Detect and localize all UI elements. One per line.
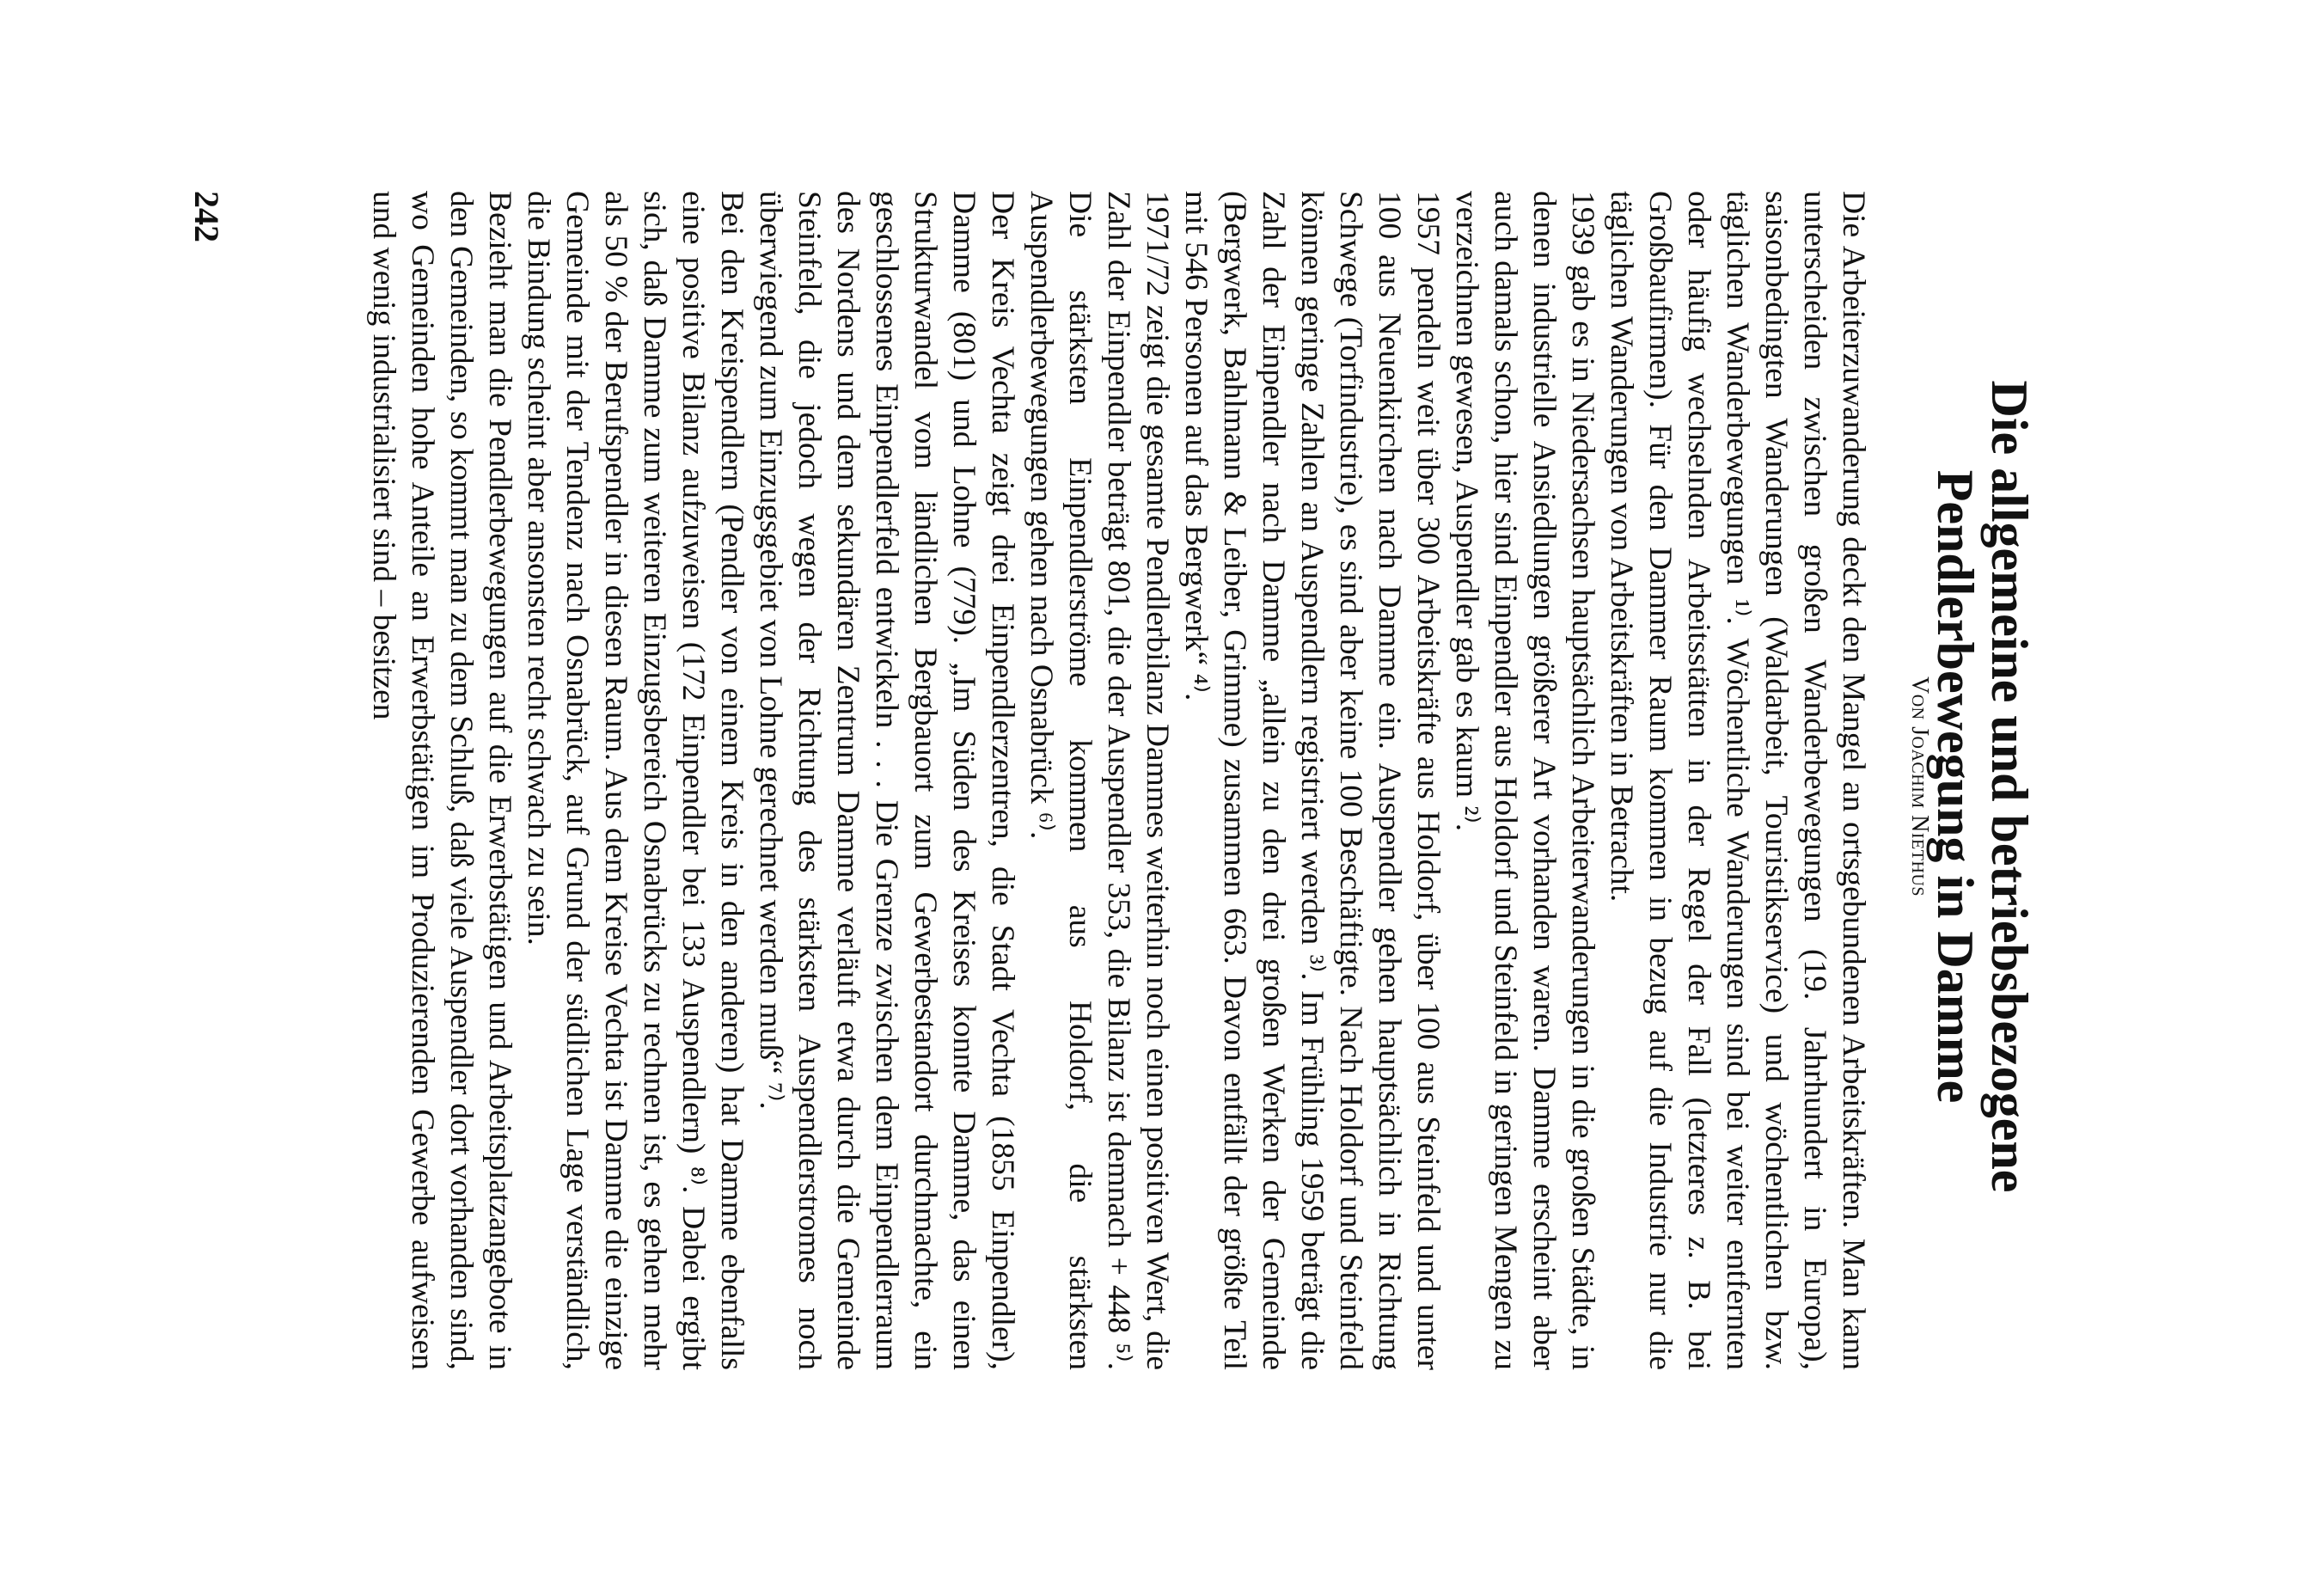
title-line-2: Pendlerbewegung in Damme — [1927, 469, 1984, 1104]
article-body — [364, 191, 1873, 1370]
paragraph-7: Bezieht man die Pendlerbewegungen auf die Erwerbstätigen und Arbeitsplatzangebote in den Gemeinden, so kommt man zu dem Schluß, daß viele Auspendler dort vorhanden sind, wo Gemeinden hohe Anteile an Erwerbstätigen im Produzierenden Gewerbe aufweisen und wenig industrialisiert sind – besitzen — [366, 191, 517, 1370]
page-number: 242 — [187, 191, 226, 242]
article-title — [1928, 0, 2036, 1573]
paragraph-1: Die Arbeiterzuwanderung deckt den Mangel an ortsgebundenen Arbeitskräften. Man kann unterscheiden zwischen großen Wanderbewegungen (19. Jahrhundert in Europa), saisonbedingten Wanderungen (Waldarbeit, Touristikservice) und wöchentlichen bzw. täglichen Wanderbewegungen ¹⁾. Wöchentliche Wanderungen sind bei weiter entfernten oder häufig wechselnden Arbeitsstätten in der Regel der Fall (letzteres z. B. bei Großbaufirmen). Für den Dammer Raum kommen in bezug auf die Industrie nur die täglichen Wanderungen von Arbeitskräften in Betracht. — [1604, 191, 1871, 1370]
paragraph-6: Bei den Kreispendlern (Pendler von einem Kreis in den anderen) hat Damme ebenfalls eine positive Bilanz aufzuweisen (172 Einpendler bei 133 Auspendlern) ⁸⁾. Dabei ergibt sich, daß Damme zum weiteren Einzugsbereich Osnabrücks zu rechnen ist, es gehen mehr als 50 % der Berufspendler in diesen Raum. Aus dem Kreise Vechta ist Damme die einzige Gemeinde mit der Tendenz nach Osnabrück, auf Grund der südlichen Lage verständlich, die Bindung scheint aber ansonsten recht schwach zu sein. — [521, 191, 749, 1370]
paragraph-2: 1939 gab es in Niedersachsen hauptsächlich Arbeiterwanderungen in die großen Städte, in denen industrielle Ansiedlungen größerer Art vorhanden waren. Damme erscheint aber auch damals schon, hier sind Einpendler aus Holdorf und Steinfeld in geringen Mengen zu verzeichnen gewesen, Auspendler gab es kaum ²⁾. — [1449, 191, 1600, 1370]
paragraph-4: 1971/72 zeigt die gesamte Pendlerbilanz Dammes weiterhin noch einen positiven Wert, die Zahl der Einpendler beträgt 801, die der Auspendler 353, die Bilanz ist demnach + 448 ⁵⁾. Die stärksten Einpendlerströme kommen aus Holdorf, die stärksten Auspendlerbewegungen gehen nach Osnabrück ⁶⁾. — [1024, 191, 1175, 1370]
title-line-1: Die allgemeine und betriebsbezogene — [1981, 380, 2038, 1193]
paragraph-3: 1957 pendeln weit über 300 Arbeitskräfte aus Holdorf, über 100 aus Steinfeld und unter 100 aus Neuenkirchen nach Damme ein. Auspendler gehen hauptsächlich in Richtung Schwege (Torfindustrie), es sind aber keine 100 Beschäftigte. Nach Holdorf und Steinfeld können geringe Zahlen an Auspendlern registriert werden ³⁾. Im Frühling 1959 beträgt die Zahl der Einpendler nach Damme „allein zu den drei großen Werken der Gemeinde (Bergwerk, Bahlmann & Leiber, Grimme) zusammen 663. Davon entfällt der größte Teil mit 546 Personen auf das Bergwerk“ ⁴⁾. — [1178, 191, 1446, 1370]
author-byline: Von Joachim Niethus — [1906, 676, 1933, 897]
paragraph-5: Der Kreis Vechta zeigt drei Einpendlerzentren, die Stadt Vechta (1855 Einpendler), Damme (801) und Lohne (779). „Im Süden des Kreises konnte Damme, das einen Strukturwandel vom ländlichen Bergbauort zum Gewerbestandort durchmachte, ein geschlossenes Einpendlerfeld entwickeln . . . Die Grenze zwischen dem Einpendlerraum des Nordens und dem sekundären Zentrum Damme verläuft etwa durch die Gemeinde Steinfeld, die jedoch wegen der Richtung des stärksten Auspendlerstromes noch überwiegend zum Einzugsgebiet von Lohne gerechnet werden muß“ ⁷⁾. — [753, 191, 1020, 1370]
